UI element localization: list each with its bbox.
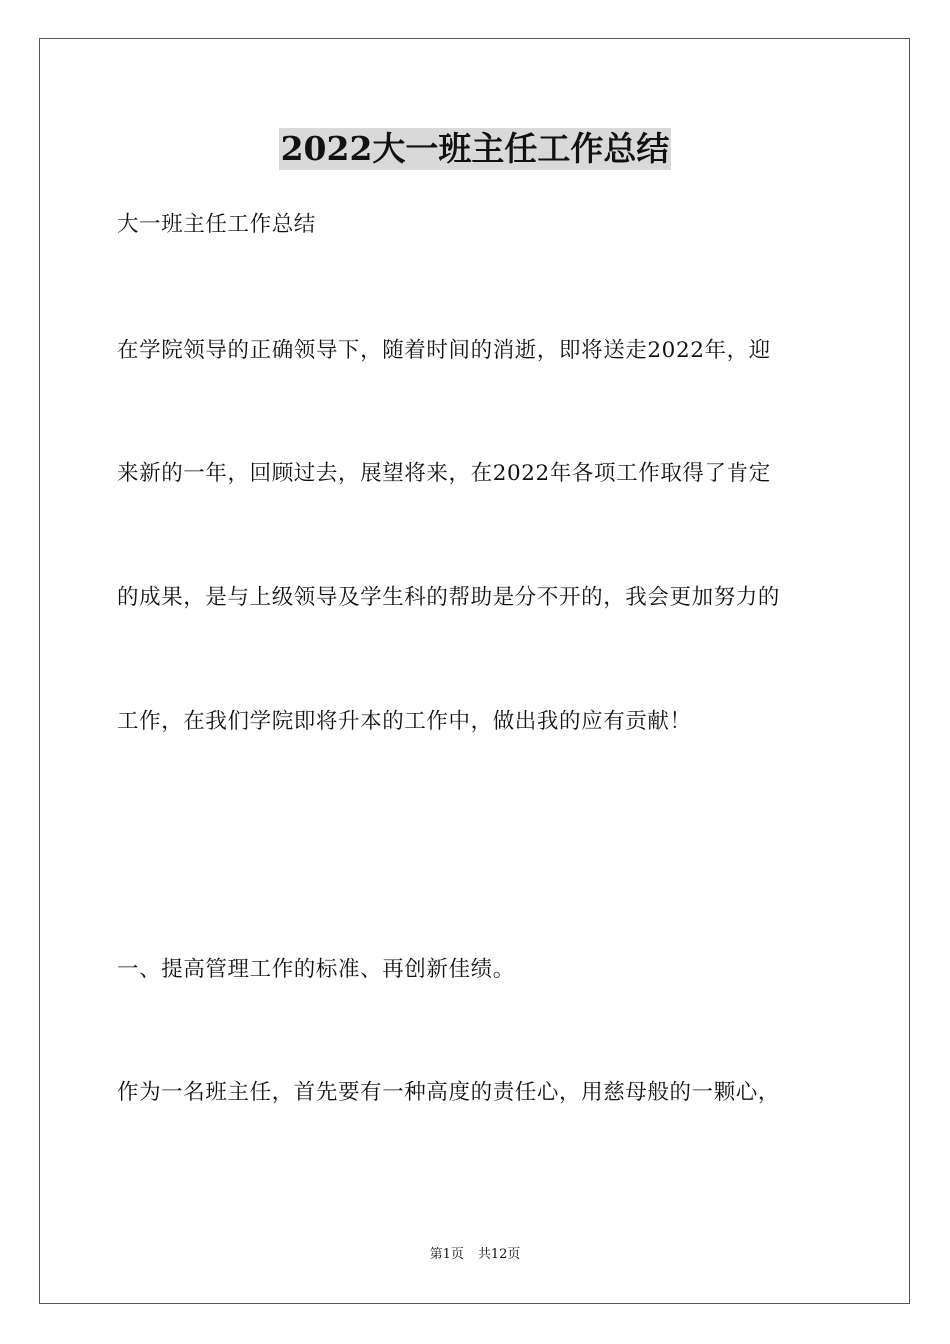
- paragraph-line: 来新的一年，回顾过去，展望将来，在2022年各项工作取得了肯定: [117, 461, 771, 486]
- page-total: 共12页: [477, 1247, 521, 1262]
- title-container: [0, 128, 950, 170]
- page-footer: [0, 1246, 950, 1264]
- paragraph-line: 作为一名班主任，首先要有一种高度的责任心，用慈母般的一颗心，: [117, 1080, 781, 1105]
- paragraph-line: 工作，在我们学院即将升本的工作中，做出我的应有贡献！: [117, 709, 692, 734]
- section-heading: 一、提高管理工作的标准、再创新佳绩。: [117, 957, 515, 982]
- paragraph-line: 的成果，是与上级领导及学生科的帮助是分不开的，我会更加努力的: [117, 585, 781, 610]
- document-subtitle: 大一班主任工作总结: [117, 212, 316, 237]
- document-title: 2022大一班主任工作总结: [280, 129, 670, 168]
- paragraph-line: 在学院领导的正确领导下，随着时间的消逝，即将送走2022年，迎: [117, 338, 771, 363]
- page-number: 第1页: [429, 1247, 464, 1262]
